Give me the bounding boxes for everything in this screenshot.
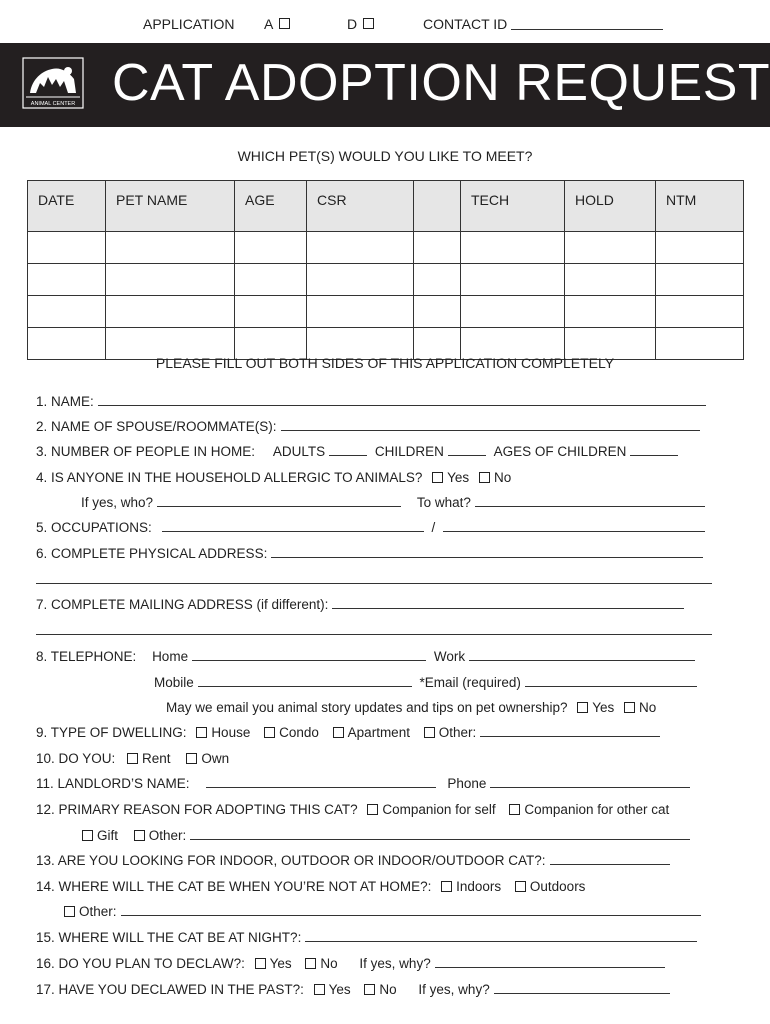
spouse-field[interactable] xyxy=(281,419,700,431)
reason-other-field[interactable] xyxy=(190,828,690,840)
declaw-plan-yes-checkbox[interactable] xyxy=(255,958,266,969)
declaw-plan-why-field[interactable] xyxy=(435,956,665,968)
option-a-checkbox[interactable] xyxy=(279,18,290,29)
declaw-past-why-field[interactable] xyxy=(494,982,670,994)
physical-address-field-2[interactable] xyxy=(36,572,712,584)
instructions: PLEASE FILL OUT BOTH SIDES OF THIS APPLICATION COMPLETELY xyxy=(155,355,615,371)
q13-indoor-outdoor: 13. ARE YOU LOOKING FOR INDOOR, OUTDOOR OR INDOOR/OUTDOOR CAT?: xyxy=(36,853,670,871)
table-cell[interactable] xyxy=(307,232,414,264)
col-age: AGE xyxy=(235,181,307,232)
q11-landlord: 11. LANDLORD’S NAME: Phone xyxy=(36,776,690,794)
dwelling-condo-checkbox[interactable] xyxy=(264,727,275,738)
q8-mobile-email: Mobile *Email (required) xyxy=(154,675,697,693)
contact-id: CONTACT ID xyxy=(423,16,507,32)
option-d: D xyxy=(347,16,357,32)
physical-address-field[interactable] xyxy=(271,546,703,558)
q2-spouse: 2. NAME OF SPOUSE/ROOMMATE(S): xyxy=(36,419,700,437)
application-label: APPLICATION xyxy=(143,16,235,32)
mailing-address-field-2[interactable] xyxy=(36,623,712,635)
declaw-plan-no-checkbox[interactable] xyxy=(305,958,316,969)
pets-table-heading: WHICH PET(S) WOULD YOU LIKE TO MEET? xyxy=(237,148,533,164)
name-field[interactable] xyxy=(98,394,706,406)
pets-table-header-row xyxy=(28,181,744,232)
table-cell[interactable] xyxy=(235,264,307,296)
email-optin-yes-checkbox[interactable] xyxy=(577,702,588,713)
table-cell[interactable] xyxy=(307,296,414,328)
q5-occupations: 5. OCCUPATIONS: / xyxy=(36,520,705,538)
away-indoors-checkbox[interactable] xyxy=(441,881,452,892)
q1-name: 1. NAME: xyxy=(36,394,706,412)
col-blank xyxy=(414,181,461,232)
table-cell[interactable] xyxy=(565,232,656,264)
table-cell[interactable] xyxy=(28,264,106,296)
table-row xyxy=(28,264,744,296)
col-csr: CSR xyxy=(307,181,414,232)
q7-mailing-address-line2 xyxy=(36,623,712,641)
col-date: DATE xyxy=(28,181,106,232)
landlord-name-field[interactable] xyxy=(206,776,436,788)
q10-rent-own: 10. DO YOU: Rent Own xyxy=(36,751,230,766)
col-tech: TECH xyxy=(461,181,565,232)
q15-at-night: 15. WHERE WILL THE CAT BE AT NIGHT?: xyxy=(36,930,697,948)
rent-checkbox[interactable] xyxy=(127,753,138,764)
q12-reason-more: Gift Other: xyxy=(82,828,690,846)
table-cell[interactable] xyxy=(461,264,565,296)
email-optin-no-checkbox[interactable] xyxy=(624,702,635,713)
table-cell[interactable] xyxy=(414,264,461,296)
q4-followup: If yes, who? To what? xyxy=(81,495,705,513)
table-cell[interactable] xyxy=(235,296,307,328)
allergic-yes-checkbox[interactable] xyxy=(432,472,443,483)
reason-gift-checkbox[interactable] xyxy=(82,830,93,841)
allergic-what-field[interactable] xyxy=(475,495,705,507)
dwelling-house-checkbox[interactable] xyxy=(196,727,207,738)
table-cell[interactable] xyxy=(656,232,744,264)
declaw-past-yes-checkbox[interactable] xyxy=(314,984,325,995)
q7-mailing-address: 7. COMPLETE MAILING ADDRESS (if different): xyxy=(36,597,684,615)
table-cell[interactable] xyxy=(656,264,744,296)
occupation-1-field[interactable] xyxy=(162,520,424,532)
q14-other: Other: xyxy=(64,904,701,922)
reason-self-checkbox[interactable] xyxy=(367,804,378,815)
q14-not-at-home: 14. WHERE WILL THE CAT BE WHEN YOU’RE NOT AT HOME?: Indoors Outdoors xyxy=(36,879,586,894)
table-cell[interactable] xyxy=(28,232,106,264)
option-a: A xyxy=(264,16,273,32)
option-d-checkbox[interactable] xyxy=(363,18,374,29)
work-phone-field[interactable] xyxy=(469,649,695,661)
table-row xyxy=(28,296,744,328)
table-cell[interactable] xyxy=(461,232,565,264)
page-title: CAT ADOPTION REQUEST xyxy=(112,54,770,112)
table-cell[interactable] xyxy=(28,296,106,328)
mailing-address-field[interactable] xyxy=(332,597,684,609)
q17-declaw-past: 17. HAVE YOU DECLAWED IN THE PAST?: Yes No If yes, why? xyxy=(36,982,670,1000)
title-banner xyxy=(0,43,770,127)
table-cell[interactable] xyxy=(565,264,656,296)
at-night-field[interactable] xyxy=(305,930,697,942)
adults-field[interactable] xyxy=(329,444,367,456)
ages-field[interactable] xyxy=(630,444,678,456)
table-cell[interactable] xyxy=(414,296,461,328)
table-cell[interactable] xyxy=(106,232,235,264)
col-hold: HOLD xyxy=(565,181,656,232)
contact-id-field[interactable] xyxy=(511,18,663,30)
home-phone-field[interactable] xyxy=(192,649,426,661)
table-row xyxy=(28,232,744,264)
declaw-past-no-checkbox[interactable] xyxy=(364,984,375,995)
col-pet-name: PET NAME xyxy=(106,181,235,232)
q16-declaw-plan: 16. DO YOU PLAN TO DECLAW?: Yes No If yes, why? xyxy=(36,956,665,974)
application-header xyxy=(0,14,770,36)
col-ntm: NTM xyxy=(656,181,744,232)
occupation-2-field[interactable] xyxy=(443,520,705,532)
dwelling-apartment-checkbox[interactable] xyxy=(333,727,344,738)
q3-people: 3. NUMBER OF PEOPLE IN HOME: ADULTS CHILDREN AGES OF CHILDREN xyxy=(36,444,678,462)
q8-telephone: 8. TELEPHONE: Home Work xyxy=(36,649,695,667)
table-cell[interactable] xyxy=(414,232,461,264)
reason-other-cat-checkbox[interactable] xyxy=(509,804,520,815)
animal-center-logo-icon xyxy=(22,57,84,109)
children-field[interactable] xyxy=(448,444,486,456)
q6-physical-address-line2 xyxy=(36,572,712,590)
table-cell[interactable] xyxy=(106,264,235,296)
pets-table xyxy=(27,180,744,360)
table-cell[interactable] xyxy=(106,296,235,328)
indoor-outdoor-field[interactable] xyxy=(550,853,670,865)
mobile-phone-field[interactable] xyxy=(198,675,412,687)
q4-allergic: 4. IS ANYONE IN THE HOUSEHOLD ALLERGIC TO ANIMALS? Yes No xyxy=(36,470,512,485)
table-cell[interactable] xyxy=(656,296,744,328)
q9-dwelling: 9. TYPE OF DWELLING: House Condo Apartment Other: xyxy=(36,725,660,743)
table-cell[interactable] xyxy=(307,264,414,296)
allergic-no-checkbox[interactable] xyxy=(479,472,490,483)
away-outdoors-checkbox[interactable] xyxy=(515,881,526,892)
q12-reason: 12. PRIMARY REASON FOR ADOPTING THIS CAT? Companion for self Companion for other cat xyxy=(36,802,670,817)
q8-email-optin: May we email you animal story updates and tips on pet ownership? Yes No xyxy=(166,700,657,715)
dwelling-other-checkbox[interactable] xyxy=(424,727,435,738)
email-field[interactable] xyxy=(525,675,697,687)
own-checkbox[interactable] xyxy=(186,753,197,764)
table-cell[interactable] xyxy=(565,296,656,328)
dwelling-other-field[interactable] xyxy=(480,725,660,737)
logo-text: ANIMAL CENTER xyxy=(30,101,76,107)
allergic-who-field[interactable] xyxy=(157,495,401,507)
away-other-checkbox[interactable] xyxy=(64,906,75,917)
table-cell[interactable] xyxy=(461,296,565,328)
q6-physical-address: 6. COMPLETE PHYSICAL ADDRESS: xyxy=(36,546,703,564)
away-other-field[interactable] xyxy=(121,904,701,916)
reason-other-checkbox[interactable] xyxy=(134,830,145,841)
table-cell[interactable] xyxy=(235,232,307,264)
landlord-phone-field[interactable] xyxy=(490,776,690,788)
